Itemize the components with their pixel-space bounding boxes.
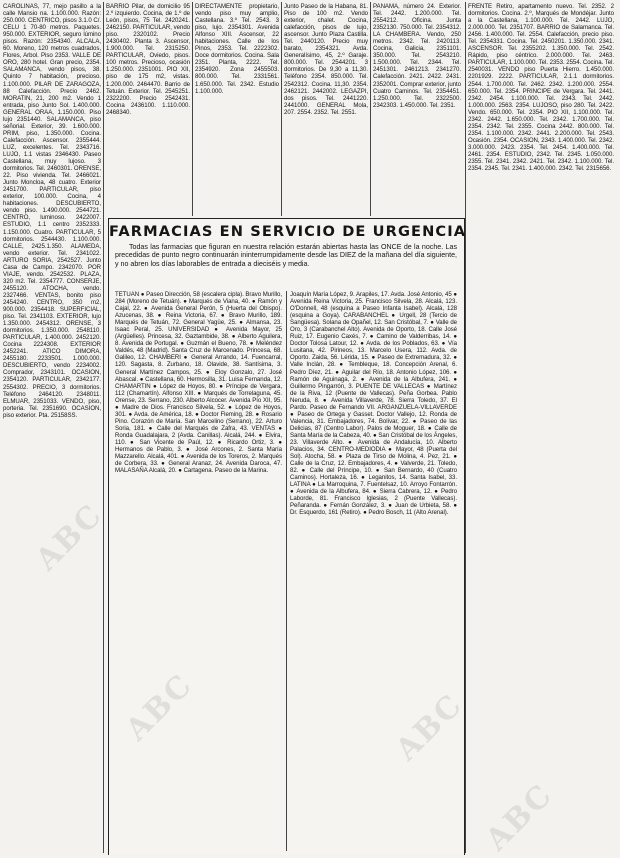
column-rule <box>370 2 371 216</box>
pharmacy-box-title: FARMACIAS EN SERVICIO DE URGENCIA <box>109 223 467 240</box>
classified-column-5: PANAMA, número 24. Exterior. Tel. 2442. 1.200.000. Tel. 2554212. Oficina. Junta 2352130. 750.000. Tel. 2354312. LA CHAMBERA. Vendo, 250 metros. 2342. Tel. 2420113. Cocina, Galicia, 2351101. 350.000. Tel. 2543210. 1.500.000. Tel. 2344. Tel. 2451301. 2461213. 2341270. Calefacción. 2421. 2422. 2431. 2352001. Comprar exterior, junto Cuatro Caminos. Tel. 2354451. 1.250.000. Tel. 2322500. 2342303. 1.450.000. Tel. 2351. <box>373 3 461 109</box>
column-rule <box>192 2 193 216</box>
pharmacy-box-intro <box>115 243 457 268</box>
archive-watermark: ABC <box>479 777 560 858</box>
classified-column-6: FRENTE Retiro, apartamento nuevo. Tel. 2352. 2 dormitorios. Cocina. 2.º, Marqués de Mondéjar. Junto a la Castellana, 1.100.000. Tel. 2442. LUJO, 2.000.000. Tel. 2351707. BARRIO de Salamanca. Tel. 2456. 1.400.000. Tel. 2554. Calefacción, precio piso. Tel. 2354331. Cocina. Tel. 2450201. 1.350.000. 2341. ASCENSOR. Tel. 2355202. 1.350.000. Tel. 2542. Rápido, piso céntrico. 2.000.000. Tel. 2463. PARTICULAR, 1.100.000. Tel. 2353. 2554. Cocina. Tel. 2540031. VENDO piso Puerta Hierro. 1.450.000. 2201929. 2222. PARTICULAR, 2.1.1 dormitorios. 2544. 1.700.000. Tel. 2462. 2342. 1.200.000. 2554. 650.000. Tel. 2354. PRINCIPE de Vergara. Tel. 2441. 2342. 2454. 1.100.000. Tel. 2343. Tel. 2442. 1.000.000. 2563. 2354. LUJOSO, piso 280. Tel. 2422. Vendo. 650.000. Tel. 2354. PIO XII, 1.100.000. Tel. 2342. 2442. 1.650.000. Tel. 2342. 1.700.000. Tel. 2354. 2342. Tel. 2355. Cocina 2442. 800.000. Tel. 2354. 1.100.000. 2342. 2441. 2.200.000. Tel. 2543. Ocasión. 2354. OCASION, 2343. 1.400.000. Tel. 2342. 3.000.000. 2423. 2354. Tel. 2454. 1.400.000. Tel. 2461. 2354. ESTUDIO, 2342. Tel. 2345. 1.050.000. 2355. Tel. 2341. 2342. 2421. Tel. 2342. 1.100.000. Tel. 2354. 2345. Tel. 2341. 1.400.000. 2342. Tel. 2315656. <box>468 3 614 173</box>
pharmacy-intro-text: Todas las farmacias que figuran en nuestra relación estarán abiertas hasta las ONCE de la noche. Las precedidas de punto negro continuarán ininterrumpidamente desde las DIEZ de la mañana del día siguiente, y no abren los días laborables de entrada a dieciséis y media. <box>115 243 457 268</box>
classified-column-4: Junto Paseo de la Habana, 81. Piso de 100 m2. Vendo exterior, chalet. Cocina, calefacción, pisos de lujo, ascensor. Junto Plaza Castilla. Tel. 2440120. Precio muy barato, 2354321. Avda. Generalísimo, 45, 2.º Garaje. 800.000. Tel. 2544201. 3 dormitorios. De 9,30 a 11,30. Teléfono 2354. 850.000. Tel. 2542312. Cocina. 11,30. 2354. 2462121. 2442002. LEGAZPI, dos pisos. Tel. 2441220. 2441000. GENERAL Mola, 207. 2554. 2352. Tel. 2551. <box>284 3 368 116</box>
classified-column-3: DIRECTAMENTE propietario, vendo piso muy amplio, Castellana. 3.º Tel. 2543. 3 piso, lujo. 2354301. Avenida Alfonso XIII. Ascensor, 22 habitaciones. Calle de los Pinos, 2353. Tel. 2222302. Doce dormitorios. Cocina. Sala 2351. Planta, 2222. Tel. 2354920. Zona 2455503. 800.000. Tel. 2331561. 1.650.000. Tel. 2342. Estudio 1.100.000. <box>195 3 279 95</box>
column-rule <box>281 2 282 216</box>
column-rule <box>286 291 287 851</box>
pharmacy-list-right: Joaquín María López, 9. Arapiles, 17. Avda. José Antonio, 45 ● Avenida Reina Victoria, 25. Francisco Silvela, 28. Alcalá, 123. O'Donnell, 48 (esquina a Paseo Infanta Isabel). Alcalá, 128 (esquina a Goya). CARABANCHEL ● Urgell, 28 (Tercio de Sangüesa). Solana de Opañel, 12. San Cristóbal, 7. ● Valle de Oro, 3 (Carabanchel Alto). Avenida de Oporto, 18. Calle José Ruiz, 17. Eugenio Caxés, 7. ● Camino de Valderribas, 14. ● Doctor Tolosa Latour, 12. ● Avda. de los Poblados, 63. ● Vía Lusitana, 42. Pirineos, 13. Marcelo Usera, 112. Avda. de Oporto. Zaida, 56. Lérida, 15. ● Paseo de Extremadura, 32. ● Valle Inclán, 28. ● Tembleque, 18. Concepción Arenal, 6. Pedro Díez, 21. ● Aguilar del Río, 18. Antonio López, 106. ● Ramón de Aguinaga, 2. ● Avenida de la Albufera, 241. ● Guillermo Pingarrón, 3. PUENTE DE VALLECAS ● Martínez de la Riva, 12 (Puente de Vallecas). Peña Gorbea. Pablo Neruda, 8. ● Avenida Villaverde, 78. Sierra Toledo, 37. El Pardo. Paseo de Fernando VII. ARGANZUELA-VILLAVERDE ● Paseo de Ortega y Gasset. Doctor Vallejo, 12. Ronda de Valencia, 31. Embajadores, 74. Bolívar, 22. ● Paseo de las Delicias, 87 (Centro Labor). Palos de Moguer, 18. ● Calle de Santa María de la Cabeza, 40. ● San Cristóbal de los Ángeles, 23. Villaverde Alto. ● Avenida de Andalucía, 10. Alberto Palacios, 34. CENTRO-MEDIODIA ● Mayor, 48 (Puerta del Sol). Atocha, 58. ● Plaza de Tirso de Molina, 4. Pez, 21. ● Calle de la Cruz, 12. Embajadores, 4. ● Valverde, 21. Toledo, 82. ● Calle del Príncipe, 10. ● San Bernardo, 40 (Cuatro Caminos). Hortaleza, 16. ● Leganitos, 14. Santa Isabel, 33. LATINA ● La Marroquina, 7. Fuentelsaz, 10. Arroyo Fontarrón. ● Avenida de la Albufera, 84. ● Sierra Cabrera, 12. ● Pedro Laborde, 81. Francisco Iglesias, 2 (Puente Vallecas). Peñaranda. ● Fernán González, 3. ● Juan de Urbieta, 58. ● Dr. Esquerdo, 161 (Retiro). ● Pedro Bosch, 11 (Alto Arenal). <box>290 291 457 517</box>
column-rule <box>103 2 104 853</box>
classified-column-1: CAROLINAS, 77, mejo pasillo a la calle Mansio na. 1.100.000. Razón: 250.000. CENTRICO, pisos 3.1.0 C/. CELU 1 70-80 metros. Paquetes. 950.000. EXTERIOR, seguro lúmino pisos. Razón: 2354340. ALCALA, 60. Moreno, 120 metros cuadrados, Flores, Arbol. Piso 2353. VALLE DE ORO, 280 hotel. Gran precio, 2354. SALAMANCA, vendo pisos, 38. Quinto 7 habitación, precioso. 1.100.000. PILAR DE ZARAGOZA, 88 Calefacción. Precio 2462. MORATIN, 21, 200 m2. Vendo 1 entrada, piso Junto Sol. 1.400.000. GENERAL ORAA, 1.150.000. Piso lujo 2351440. SALAMANCA, piso señorial. Exterior, 39. 1.600.000. PRIM, piso, 1.350.000. Cocina. Calefacción. Ascensor. 2355444. LUZ, excelentes. Tel. 2343716. LUJO, 1.1 vistas 2346430. Paseo Castellana, muy lujoso. 3 dormitorios. Tel. 2460301. ORENSE, 22. Piso vivienda. Tel. 2466021. Junto Moncloa, 48 cuatro. Exterior 2451700. PARTICULAR, piso exterior, 100.000. Cocina, 4 habitaciones. DESCUBIERTO, vendo piso. 1.490.000. 2544721. CENTRO, luminoso. 2422007. ESTUDIO, 1.1 centro 2352333. 1.150.000. Cuatro. PARTICULAR, 5 dormitorios. 2544430. 1.100.000. CALLE, 2425.1.350. ALAMEDA, vendo exterior. Tel. 2341022. ARTURO SORIA, 2542527. Junto Casa de Campo. 2342070. POR VIAJE, vendo. 2542532. PLAZA, 320 m2. Tel. 2354777. CONSERJE, 2455120. ATOCHA, vendo. 2327466. VENTAS, bonito piso 2454240. CENTRO, 350 m2, 900.000. 2354418. SUPERFICIAL, piso. Tel. 2341103. EXTERIOR, lujo 1.350.000. 2454312. ORENSE, 3 dormitorios. 1.350.000. 2548110. PARTICULAR, 1.400.000. 2452120. Cocina 2224308. EXTERIOR 2452241. ATICO DIMORA, 2455180. 2233501. 1.000.000. DESCUBIERTO, vendo 2234002. Comprador, 2343101. OCASION, 2354120. PARTICULAR, 2342177. 2554302. PRECIO, 3 dormitorios. Teléfono 2464120. 2348011. ELMUAR, 2351033. VENDO, piso, porteria. Tel. 2351690. OCASION, piso exterior. Pta. 25158SS. <box>3 3 101 419</box>
archive-watermark: ABC <box>29 497 110 578</box>
pharmacy-list-left: TETUAN ● Paseo Dirección, 58 (escalera cipla). Bravo Murillo, 284 (Moreno de Tetuán). ● Marqués de Viana, 40. ● Ramón y Cajal, 22. ● Avenida General Perón, 5 (Huerta del Obispo). Azucenas, 38. ● Reina Victoria, 67. ● Bravo Murillo, 189. Marqués de Tetuán, 72. General Yagüe, 25. ● Almansa, 23. Isaac Peral, 25. UNIVERSIDAD ● Avenida Mayor, 25 (Argüelles). Princesa, 32. Gaztambide, 38. ● Alberto Aguilera, 8. Avenida de Portugal. ● Guzmán el Bueno, 78. ● Meléndez Valdés, 48 (Madrid). Santa Cruz de Marcenado. Princesa, 68. Galileo, 12. CHAMBERI ● General Arrando, 14. Fuencarral, 120. Sagasta, 8. Zurbano, 18. Olavide, 38. Santísima, 3. General Martínez Campos, 25. ● Eloy Gonzalo, 27. José Abascal. ● Castellana, 60. Hermosilla, 31. Luisa Fernanda, 12. CHAMARTIN ● López de Hoyos, 80. ● Príncipe de Vergara, 112 (Chamartín). Alfonso XIII. ● Marqués de Torrelaguna, 45. Orense, 23. Serrano, 230. Alberto Alcocer. Avenida Pío XII, 95. ● Madre de Dios. Francisco Silvela, 52. ● López de Hoyos, 301. ● Avda. de América, 18. ● Doctor Fleming, 28. ● Rosario Pino. Corazón de María. San Marcelino (Serrano), 22. Arturo Soria, 181. ● Calle del Marqués de Zafra, 43. VENTAS ● Ronda Guadalajara, 2 (Avda. Canillas). Alcalá, 244. ● Elvira, 110. ● San Vicente de Paúl, 12. ● Ricardo Ortiz, 3. ● Hermanos de Pablo, 3. ● José Arcones, 2. Santa María Mazzarello. Alcalá, 401. ● Avenida de los Toreros, 2. Marqués de Corbera, 33. ● General Aranaz, 24. Avenida Daroca, 47. MALASAÑA Alcalá, 20. ● Cartagena. Paseo de la Marina. <box>115 291 282 475</box>
pharmacy-box <box>108 218 465 855</box>
classified-column-2: BARRIO Pilar, de domicilio 95 2.º izquierdo. Cocina, de 1.º de León, pisos, 75 Tel. 2420241. 2462150. PARTICULAR, vendo piso. 2320102. Precio 2430402. Planta 3. Ascensor, 1.900.000. Tel. 2315250. PARTICULAR, Oviedo, pisos. 100 metros. Precioso, ocasión 1.250.000. 2351001. PIO XII, piso de 175 m2, vistas. 1.200.000. 2464470. Barrio de Tetuán. Exterior. Tel. 2545251. 2322200. Precio 2542431. Cocina 2436100. 1.110.000. 2468340. <box>106 3 190 116</box>
column-rule <box>465 2 466 853</box>
